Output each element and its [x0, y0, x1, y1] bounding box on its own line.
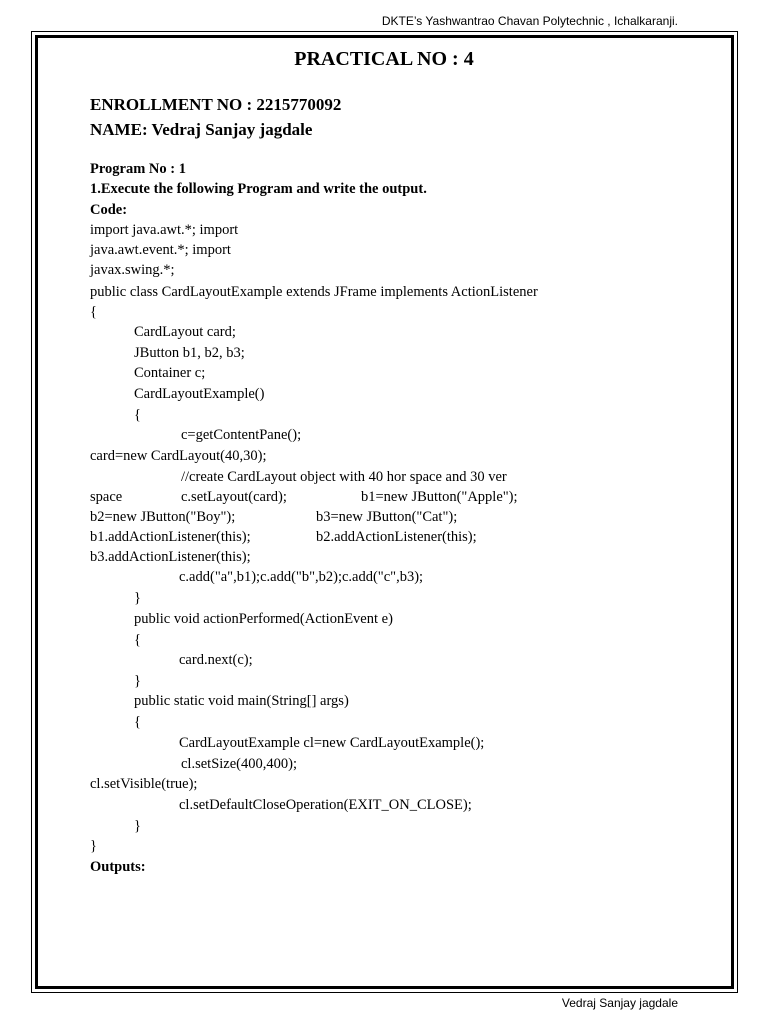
program-question: 1.Execute the following Program and write the output.	[90, 181, 427, 197]
code-line: }	[134, 673, 141, 689]
code-line: //create CardLayout object with 40 hor space and 30 ver	[181, 469, 507, 485]
code-line: public class CardLayoutExample extends JFrame implements ActionListener	[90, 284, 538, 300]
code-line: c=getContentPane();	[181, 427, 302, 443]
code-line: {	[134, 714, 141, 730]
code-line: card.next(c);	[179, 652, 253, 668]
code-line: CardLayoutExample()	[134, 386, 265, 402]
code-line: import java.awt.*; import	[90, 222, 239, 238]
code-line: b1=new JButton("Apple");	[361, 489, 518, 505]
code-line: }	[134, 590, 141, 606]
code-line: {	[134, 632, 141, 648]
code-line: b3=new JButton("Cat");	[316, 509, 458, 525]
practical-title: PRACTICAL NO : 4	[294, 48, 474, 70]
code-line: b1.addActionListener(this);	[90, 529, 251, 545]
code-label: Code:	[90, 202, 128, 218]
code-line: {	[134, 407, 141, 423]
page-footer-author: Vedraj Sanjay jagdale	[561, 996, 678, 1010]
code-line: cl.setDefaultCloseOperation(EXIT_ON_CLOSE);	[179, 797, 472, 813]
code-line: java.awt.event.*; import	[90, 242, 231, 258]
code-line: c.add("a",b1);c.add("b",b2);c.add("c",b3);	[179, 569, 424, 585]
code-line: b2=new JButton("Boy");	[90, 509, 236, 525]
outputs-label: Outputs:	[90, 859, 146, 875]
code-line: javax.swing.*;	[90, 262, 175, 278]
code-line: b2.addActionListener(this);	[316, 529, 477, 545]
code-line: }	[134, 818, 141, 834]
code-line: CardLayoutExample cl=new CardLayoutExample();	[179, 735, 485, 751]
code-line: {	[90, 304, 97, 320]
code-line: cl.setVisible(true);	[90, 776, 198, 792]
code-line: }	[90, 838, 97, 854]
code-line: CardLayout card;	[134, 324, 236, 340]
program-number: Program No : 1	[90, 161, 186, 177]
code-line: b3.addActionListener(this);	[90, 549, 251, 565]
student-name: NAME: Vedraj Sanjay jagdale	[90, 120, 313, 139]
code-line: c.setLayout(card);	[181, 489, 287, 505]
code-line: cl.setSize(400,400);	[181, 756, 297, 772]
enrollment-number: ENROLLMENT NO : 2215770092	[90, 95, 342, 114]
code-line: Container c;	[134, 365, 206, 381]
page-header-institute: DKTE’s Yashwantrao Chavan Polytechnic , Ichalkaranji.	[381, 14, 678, 28]
code-line: card=new CardLayout(40,30);	[90, 448, 267, 464]
code-line: JButton b1, b2, b3;	[134, 345, 245, 361]
code-line: public static void main(String[] args)	[134, 693, 349, 709]
code-line: space	[90, 489, 123, 505]
code-line: public void actionPerformed(ActionEvent e)	[134, 611, 393, 627]
